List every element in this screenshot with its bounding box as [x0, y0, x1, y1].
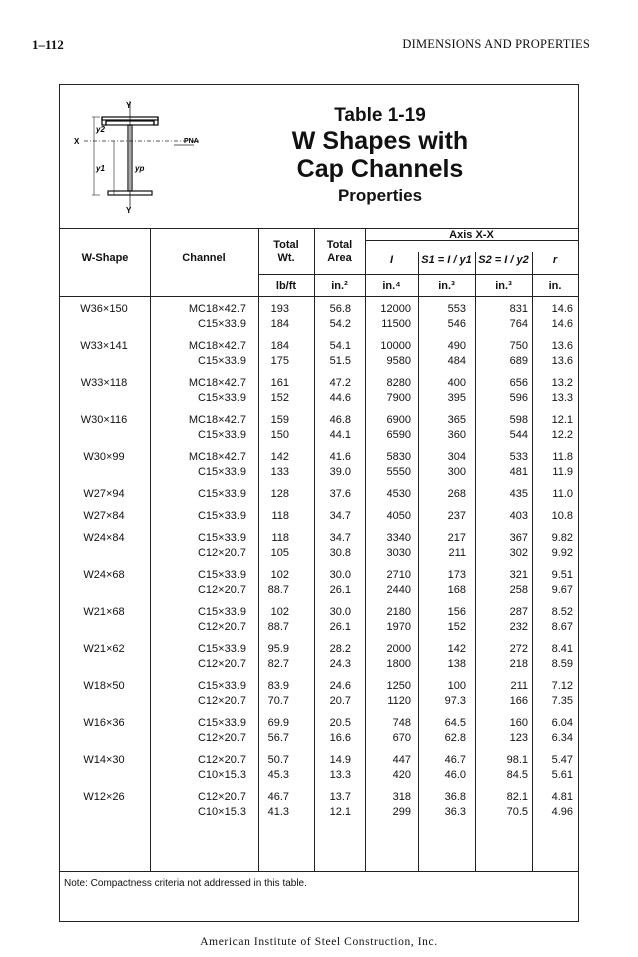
s1-cell: 64.5 [444, 717, 466, 729]
i-cell: 2710 [386, 569, 411, 581]
total-wt-cell: 161 [270, 377, 289, 389]
s1-cell: 217 [447, 532, 466, 544]
w-shape-cell: W27×84 [83, 510, 125, 522]
table-subtitle: Properties [337, 186, 423, 205]
total-wt-cell: 82.7 [267, 658, 289, 670]
i-cell: 420 [392, 769, 411, 781]
channel-cell: C10×15.3 [197, 769, 246, 781]
total-area-cell: 47.2 [329, 377, 351, 389]
axis-y-top-label: Y [126, 101, 132, 110]
s2-cell: 218 [509, 658, 528, 670]
i-cell: 3030 [386, 547, 411, 559]
s1-cell: 400 [447, 377, 466, 389]
total-area-cell: 46.8 [329, 414, 351, 426]
s1-cell: 268 [447, 488, 466, 500]
i-cell: 7900 [386, 392, 411, 404]
channel-cell: C12×20.7 [197, 584, 246, 596]
channel-cell: C15×33.9 [197, 392, 246, 404]
channel-cell: C15×33.9 [197, 569, 246, 581]
total-wt-cell: 50.7 [267, 754, 289, 766]
channel-cell: C15×33.9 [197, 717, 246, 729]
i-cell: 5830 [386, 451, 411, 463]
total-area-cell: 16.6 [329, 732, 351, 744]
i-cell: 4050 [386, 510, 411, 522]
s2-cell: 211 [510, 680, 528, 692]
channel-cell: C15×33.9 [197, 429, 246, 441]
r-cell: 14.6 [551, 318, 573, 330]
channel-cell: C15×33.9 [197, 318, 246, 330]
s1-cell: 168 [447, 584, 466, 596]
r-cell: 8.52 [551, 606, 573, 618]
cross-section-diagram [66, 99, 216, 214]
total-area-cell: 39.0 [329, 466, 351, 478]
w-shape-cell: W21×62 [83, 643, 125, 655]
w-shape-cell: W30×116 [80, 414, 128, 426]
i-cell: 1120 [387, 695, 411, 707]
channel-cell: C15×33.9 [197, 680, 246, 692]
r-cell: 13.6 [551, 340, 573, 352]
header-w-shape: W-Shape [81, 252, 129, 264]
total-area-cell: 51.5 [329, 355, 351, 367]
s1-cell: 100 [447, 680, 466, 692]
r-cell: 9.92 [551, 547, 573, 559]
channel-cell: MC18×42.7 [188, 303, 246, 315]
r-cell: 5.47 [551, 754, 573, 766]
s2-cell: 689 [509, 355, 528, 367]
i-cell: 10000 [380, 340, 411, 352]
w-shape-cell: W27×94 [83, 488, 125, 500]
i-cell: 748 [392, 717, 411, 729]
total-wt-cell: 56.7 [267, 732, 289, 744]
s1-cell: 484 [447, 355, 466, 367]
unit-s2: in.³ [495, 280, 512, 292]
total-wt-cell: 150 [270, 429, 289, 441]
header-s2: S2 = I / y2 [478, 254, 529, 266]
y2-label: y2 [96, 125, 105, 134]
s1-cell: 97.3 [444, 695, 466, 707]
i-cell: 2180 [386, 606, 411, 618]
i-cell: 670 [392, 732, 411, 744]
total-area-cell: 13.3 [329, 769, 351, 781]
header-i: I [389, 254, 394, 266]
channel-cell: C15×33.9 [197, 606, 246, 618]
total-wt-cell: 83.9 [267, 680, 289, 692]
r-cell: 14.6 [551, 303, 573, 315]
table-body [60, 296, 578, 871]
total-wt-cell: 70.7 [267, 695, 289, 707]
i-cell: 12000 [380, 303, 411, 315]
total-wt-cell: 184 [270, 340, 289, 352]
i-cell: 2440 [386, 584, 411, 596]
header-total-area-line1: Total [326, 239, 353, 251]
r-cell: 9.51 [551, 569, 573, 581]
channel-cell: C12×20.7 [197, 754, 246, 766]
s2-cell: 533 [509, 451, 528, 463]
unit-s1: in.³ [438, 280, 455, 292]
i-cell: 8280 [386, 377, 411, 389]
s1-cell: 36.3 [444, 806, 466, 818]
table-note: Note: Compactness criteria not addressed in this table. [64, 878, 307, 889]
yp-label: yp [135, 164, 145, 173]
channel-cell: C12×20.7 [197, 621, 246, 633]
s2-cell: 764 [509, 318, 528, 330]
total-wt-cell: 88.7 [267, 584, 289, 596]
note-box [60, 871, 578, 922]
total-wt-cell: 102 [270, 569, 289, 581]
s2-cell: 84.5 [506, 769, 528, 781]
s2-cell: 656 [509, 377, 528, 389]
total-area-cell: 26.1 [329, 584, 351, 596]
total-area-cell: 28.2 [329, 643, 351, 655]
header-axis-xx: Axis X-X [449, 229, 494, 241]
r-cell: 8.67 [551, 621, 573, 633]
header-total-wt-line1: Total [273, 239, 299, 251]
channel-cell: MC18×42.7 [188, 340, 246, 352]
total-area-cell: 34.7 [329, 510, 351, 522]
header-r: r [552, 254, 558, 266]
channel-cell: C10×15.3 [197, 806, 246, 818]
pna-label: PNA [184, 138, 199, 145]
r-cell: 13.3 [551, 392, 573, 404]
r-cell: 7.12 [551, 680, 573, 692]
i-cell: 2000 [386, 643, 411, 655]
w-shape-cell: W33×141 [80, 340, 128, 352]
i-cell: 3340 [386, 532, 411, 544]
i-cell: 318 [392, 791, 411, 803]
total-wt-cell: 184 [270, 318, 289, 330]
total-area-cell: 20.5 [329, 717, 351, 729]
total-area-cell: 54.2 [329, 318, 351, 330]
s2-cell: 544 [509, 429, 528, 441]
total-area-cell: 30.0 [329, 569, 351, 581]
total-wt-cell: 128 [270, 488, 289, 500]
total-wt-cell: 118 [271, 510, 289, 522]
total-wt-cell: 118 [271, 532, 289, 544]
total-area-cell: 30.0 [329, 606, 351, 618]
r-cell: 5.61 [551, 769, 573, 781]
s1-cell: 138 [447, 658, 466, 670]
header-total-area-line2: Area [327, 252, 352, 264]
total-wt-cell: 133 [270, 466, 289, 478]
s2-cell: 321 [509, 569, 528, 581]
r-cell: 9.67 [551, 584, 573, 596]
r-cell: 12.2 [551, 429, 573, 441]
total-area-cell: 41.6 [329, 451, 351, 463]
s2-cell: 287 [509, 606, 528, 618]
w-shape-cell: W14×30 [83, 754, 125, 766]
total-wt-cell: 105 [270, 547, 289, 559]
unit-r: in. [548, 280, 562, 292]
total-area-cell: 44.1 [329, 429, 351, 441]
total-area-cell: 30.8 [329, 547, 351, 559]
s2-cell: 232 [509, 621, 528, 633]
total-wt-cell: 193 [270, 303, 289, 315]
s1-cell: 152 [447, 621, 466, 633]
page-number: 1–112 [32, 37, 64, 52]
s2-cell: 123 [509, 732, 528, 744]
i-cell: 6590 [386, 429, 411, 441]
r-cell: 11.9 [552, 466, 573, 478]
s1-cell: 546 [447, 318, 466, 330]
total-wt-cell: 69.9 [267, 717, 289, 729]
r-cell: 6.34 [551, 732, 573, 744]
s1-cell: 62.8 [444, 732, 466, 744]
table-frame [59, 84, 579, 922]
table-header [60, 228, 578, 297]
s2-cell: 403 [509, 510, 528, 522]
total-area-cell: 24.6 [329, 680, 351, 692]
header-s1: S1 = I / y1 [421, 254, 472, 266]
i-cell: 4530 [386, 488, 411, 500]
unit-area: in.² [331, 280, 348, 292]
i-cell: 1970 [386, 621, 411, 633]
y1-label: y1 [96, 164, 105, 173]
total-area-cell: 26.1 [329, 621, 351, 633]
total-wt-cell: 175 [270, 355, 289, 367]
s1-cell: 360 [447, 429, 466, 441]
s2-cell: 598 [509, 414, 528, 426]
i-cell: 299 [392, 806, 411, 818]
s1-cell: 553 [447, 303, 466, 315]
w-shape-cell: W33×118 [80, 377, 128, 389]
s2-cell: 272 [509, 643, 528, 655]
w-shape-cell: W30×99 [83, 451, 125, 463]
s1-cell: 490 [447, 340, 466, 352]
i-cell: 1250 [386, 680, 411, 692]
total-wt-cell: 95.9 [267, 643, 289, 655]
axis-y-bottom-label: Y [126, 206, 132, 214]
channel-cell: C15×33.9 [197, 466, 246, 478]
total-area-cell: 20.7 [329, 695, 351, 707]
s2-cell: 750 [509, 340, 528, 352]
channel-cell: C12×20.7 [197, 791, 246, 803]
r-cell: 8.59 [551, 658, 573, 670]
channel-cell: C15×33.9 [197, 355, 246, 367]
axis-x-label: X [74, 137, 80, 146]
channel-cell: C15×33.9 [197, 532, 246, 544]
s1-cell: 156 [447, 606, 466, 618]
i-cell: 1800 [386, 658, 411, 670]
s1-cell: 46.0 [444, 769, 466, 781]
total-area-cell: 14.9 [329, 754, 351, 766]
unit-wt: lb/ft [275, 280, 297, 292]
channel-cell: C12×20.7 [197, 695, 246, 707]
total-area-cell: 44.6 [329, 392, 351, 404]
total-wt-cell: 142 [270, 451, 289, 463]
total-area-cell: 54.1 [329, 340, 351, 352]
total-wt-cell: 45.3 [267, 769, 289, 781]
w-shape-cell: W12×26 [83, 791, 125, 803]
total-area-cell: 12.1 [329, 806, 351, 818]
r-cell: 4.96 [551, 806, 573, 818]
s1-cell: 237 [447, 510, 466, 522]
total-wt-cell: 102 [270, 606, 289, 618]
channel-cell: MC18×42.7 [188, 414, 246, 426]
total-wt-cell: 159 [270, 414, 289, 426]
total-wt-cell: 41.3 [267, 806, 289, 818]
w-shape-cell: W24×84 [83, 532, 125, 544]
r-cell: 7.35 [551, 695, 573, 707]
i-cell: 447 [392, 754, 411, 766]
r-cell: 11.8 [552, 451, 573, 463]
total-area-cell: 24.3 [329, 658, 351, 670]
table-title-line2: Cap Channels [296, 155, 464, 183]
s1-cell: 142 [447, 643, 466, 655]
s2-cell: 302 [509, 547, 528, 559]
total-area-cell: 34.7 [329, 532, 351, 544]
s1-cell: 173 [447, 569, 466, 581]
r-cell: 4.81 [551, 791, 573, 803]
s2-cell: 831 [509, 303, 528, 315]
s1-cell: 46.7 [444, 754, 466, 766]
channel-cell: C15×33.9 [197, 643, 246, 655]
s2-cell: 82.1 [506, 791, 528, 803]
channel-cell: C15×33.9 [197, 510, 246, 522]
s1-cell: 300 [447, 466, 466, 478]
header-total-wt-line2: Wt. [277, 252, 295, 264]
title-box [60, 85, 578, 229]
unit-i: in.⁴ [382, 280, 401, 292]
r-cell: 8.41 [551, 643, 573, 655]
running-head: DIMENSIONS AND PROPERTIES [402, 37, 590, 51]
total-wt-cell: 152 [270, 392, 289, 404]
total-wt-cell: 88.7 [267, 621, 289, 633]
w-shape-cell: W21×68 [83, 606, 125, 618]
s2-cell: 70.5 [506, 806, 528, 818]
i-cell: 11500 [381, 318, 411, 330]
s2-cell: 98.1 [506, 754, 528, 766]
total-area-cell: 13.7 [329, 791, 351, 803]
table-title-line1: W Shapes with [291, 127, 469, 155]
total-area-cell: 56.8 [329, 303, 351, 315]
w-shape-cell: W16×36 [83, 717, 125, 729]
channel-cell: C15×33.9 [197, 488, 246, 500]
channel-cell: C12×20.7 [197, 732, 246, 744]
s2-cell: 258 [509, 584, 528, 596]
channel-cell: C12×20.7 [197, 658, 246, 670]
r-cell: 6.04 [551, 717, 573, 729]
r-cell: 12.1 [551, 414, 573, 426]
s1-cell: 211 [448, 547, 466, 559]
channel-cell: MC18×42.7 [188, 451, 246, 463]
s2-cell: 367 [509, 532, 528, 544]
r-cell: 9.82 [551, 532, 573, 544]
r-cell: 13.6 [551, 355, 573, 367]
header-channel: Channel [182, 252, 226, 264]
footer: American Institute of Steel Construction, Inc. [200, 936, 438, 948]
i-cell: 6900 [386, 414, 411, 426]
s2-cell: 160 [509, 717, 528, 729]
w-shape-cell: W36×150 [80, 303, 128, 315]
i-cell: 5550 [386, 466, 411, 478]
w-shape-cell: W24×68 [83, 569, 125, 581]
s1-cell: 365 [447, 414, 466, 426]
s2-cell: 596 [509, 392, 528, 404]
s1-cell: 395 [447, 392, 466, 404]
total-wt-cell: 46.7 [267, 791, 289, 803]
r-cell: 10.8 [551, 510, 573, 522]
total-area-cell: 37.6 [329, 488, 351, 500]
s2-cell: 481 [509, 466, 528, 478]
s1-cell: 304 [447, 451, 466, 463]
s2-cell: 166 [509, 695, 528, 707]
r-cell: 11.0 [552, 488, 573, 500]
table-number: Table 1-19 [334, 105, 426, 126]
r-cell: 13.2 [551, 377, 573, 389]
s2-cell: 435 [509, 488, 528, 500]
channel-cell: MC18×42.7 [188, 377, 246, 389]
s1-cell: 36.8 [444, 791, 466, 803]
w-shape-cell: W18×50 [83, 680, 125, 692]
channel-cell: C12×20.7 [197, 547, 246, 559]
i-cell: 9580 [386, 355, 411, 367]
